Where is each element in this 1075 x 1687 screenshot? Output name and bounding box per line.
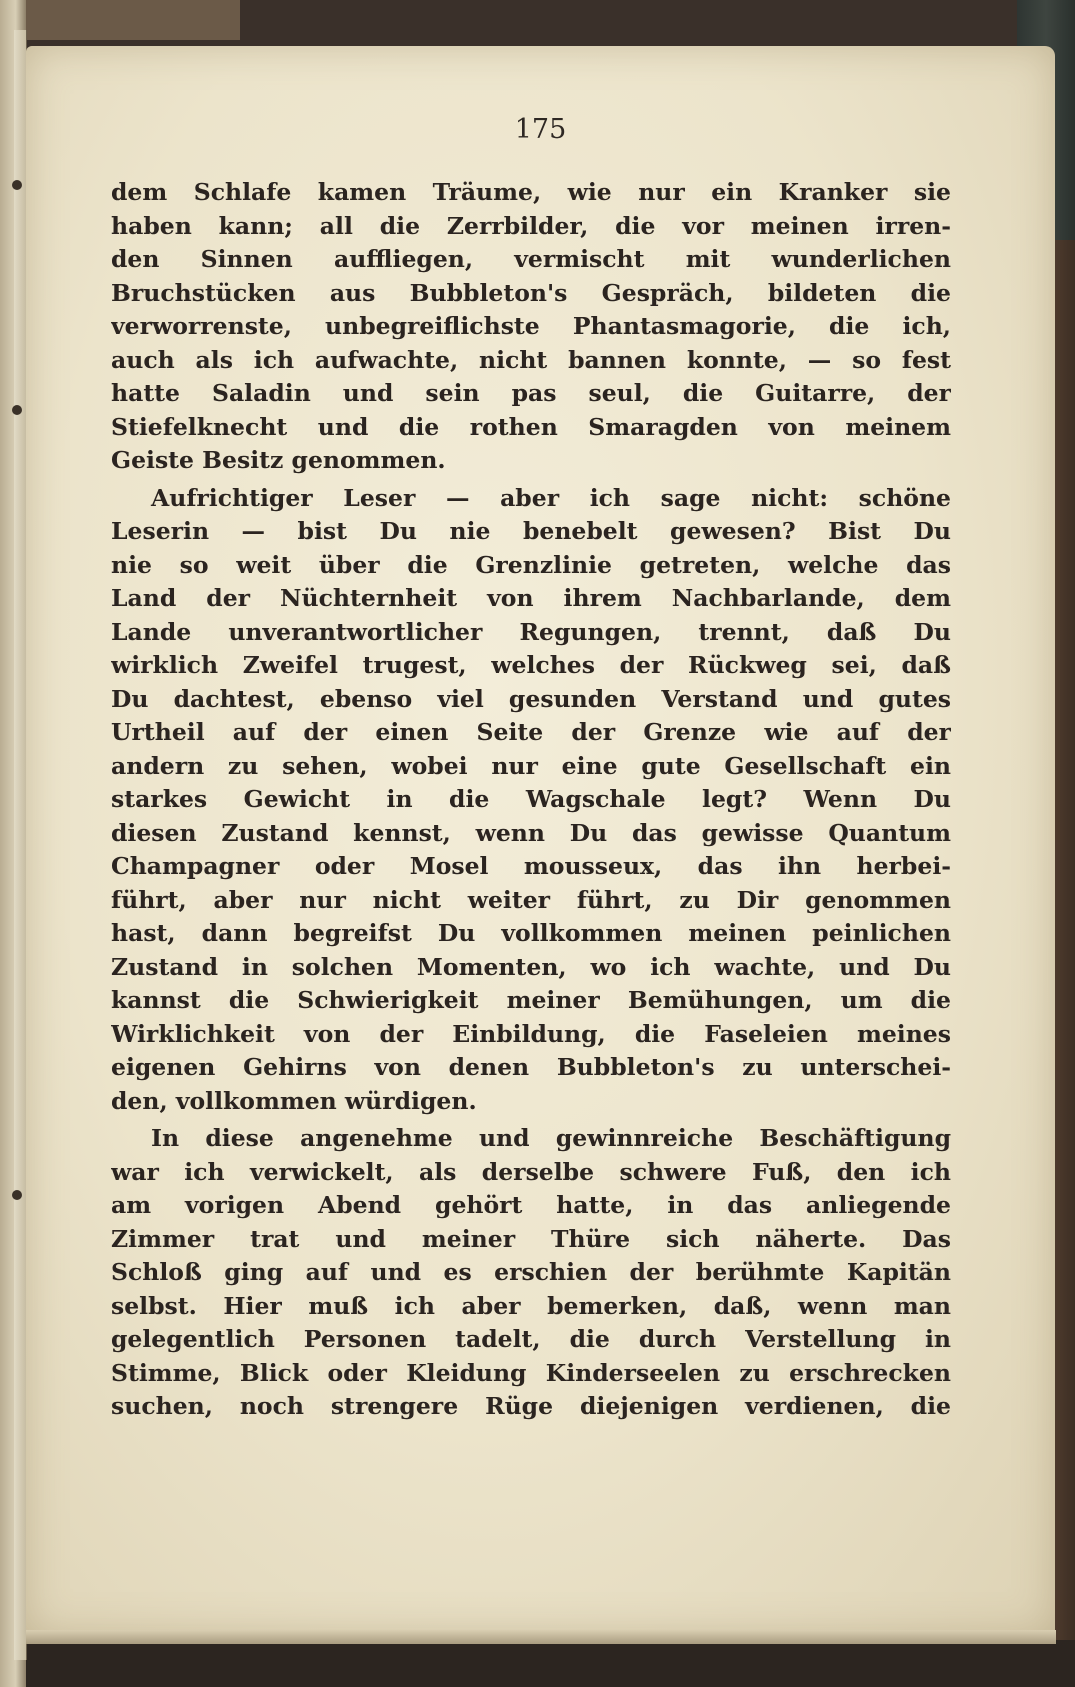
page-bottom-edge — [26, 1630, 1056, 1644]
text-line: Schloß ging auf und es erschien der berühmte Kapitän — [111, 1258, 951, 1286]
text-line: Lande unverantwortlicher Regungen, trennt, daß Du — [111, 617, 951, 646]
text-line: war ich verwickelt, als derselbe schwere Fuß, den ich — [111, 1157, 951, 1186]
text-line: Du dachtest, ebenso viel gesunden Verstand und gutes — [111, 684, 951, 713]
text-line: dem Schlafe kamen Träume, wie nur ein Kranker sie — [111, 178, 951, 206]
text-line: Zimmer trat und meiner Thüre sich näherte. Das — [111, 1224, 951, 1253]
text-line: andern zu sehen, wobei nur eine gute Gesellschaft ein — [111, 751, 951, 780]
text-line: nie so weit über die Grenzlinie getreten, welche das — [111, 550, 951, 579]
body-text — [111, 176, 951, 1424]
text-line: selbst. Hier muß ich aber bemerken, daß, wenn man — [111, 1291, 951, 1320]
margin-mark — [12, 1190, 22, 1200]
text-line: eigenen Gehirns von denen Bubbleton's zu unterschei- — [111, 1053, 951, 1081]
binding-tape — [0, 0, 240, 40]
text-line: hast, dann begreifst Du vollkommen meinen peinlichen — [111, 919, 951, 947]
text-line: Wirklichkeit von der Einbildung, die Faseleien meines — [111, 1019, 951, 1048]
text-line: starkes Gewicht in die Wagschale legt? Wenn Du — [111, 785, 951, 813]
text-line: führt, aber nur nicht weiter führt, zu Dir genommen — [111, 885, 951, 914]
text-line: Stiefelknecht und die rothen Smaragden von meinem — [111, 412, 951, 441]
text-line: Leserin — bist Du nie benebelt gewesen? Bist Du — [111, 517, 951, 545]
text-line: auch als ich aufwachte, nicht bannen konnte, — so fest — [111, 345, 951, 374]
text-line: kannst die Schwierigkeit meiner Bemühungen, um die — [111, 986, 951, 1014]
text-line: suchen, noch strengere Rüge diejenigen verdienen, die — [111, 1392, 951, 1420]
page-sheet — [26, 46, 1055, 1636]
text-line: Champagner oder Mosel mousseux, das ihn herbei- — [111, 852, 951, 880]
text-line: Zustand in solchen Momenten, wo ich wachte, und Du — [111, 952, 951, 981]
text-line: Stimme, Blick oder Kleidung Kinderseelen zu erschrecken — [111, 1358, 951, 1387]
text-line: Urtheil auf der einen Seite der Grenze wie auf der — [111, 718, 951, 746]
text-line: am vorigen Abend gehört hatte, in das anliegende — [111, 1191, 951, 1219]
text-line: wirklich Zweifel trugest, welches der Rückweg sei, daß — [111, 651, 951, 679]
page-number: 175 — [514, 114, 567, 145]
text-line: haben kann; all die Zerrbilder, die vor meinen irren- — [111, 211, 951, 240]
text-line: hatte Saladin und sein pas seul, die Guitarre, der — [111, 379, 951, 407]
margin-mark — [12, 180, 22, 190]
text-line: diesen Zustand kennst, wenn Du das gewisse Quantum — [111, 818, 951, 847]
text-line: Bruchstücken aus Bubbleton's Gespräch, bildeten die — [111, 278, 951, 307]
text-line: Geiste Besitz genommen. — [111, 446, 446, 474]
text-line: In diese angenehme und gewinnreiche Beschäftigung — [151, 1124, 951, 1152]
text-line: gelegentlich Personen tadelt, die durch Verstellung in — [111, 1325, 951, 1353]
text-line: Land der Nüchternheit von ihrem Nachbarlande, dem — [111, 584, 951, 612]
text-line: den, vollkommen würdigen. — [111, 1086, 477, 1115]
paragraph — [111, 176, 951, 478]
paragraph — [111, 482, 951, 1119]
text-line: verworrenste, unbegreiflichste Phantasmagorie, die ich, — [111, 312, 951, 340]
paragraph — [111, 1122, 951, 1424]
text-line: den Sinnen auffliegen, vermischt mit wunderlichen — [111, 245, 951, 273]
margin-mark — [12, 405, 22, 415]
text-line: Aufrichtiger Leser — aber ich sage nicht: schöne — [151, 483, 951, 512]
